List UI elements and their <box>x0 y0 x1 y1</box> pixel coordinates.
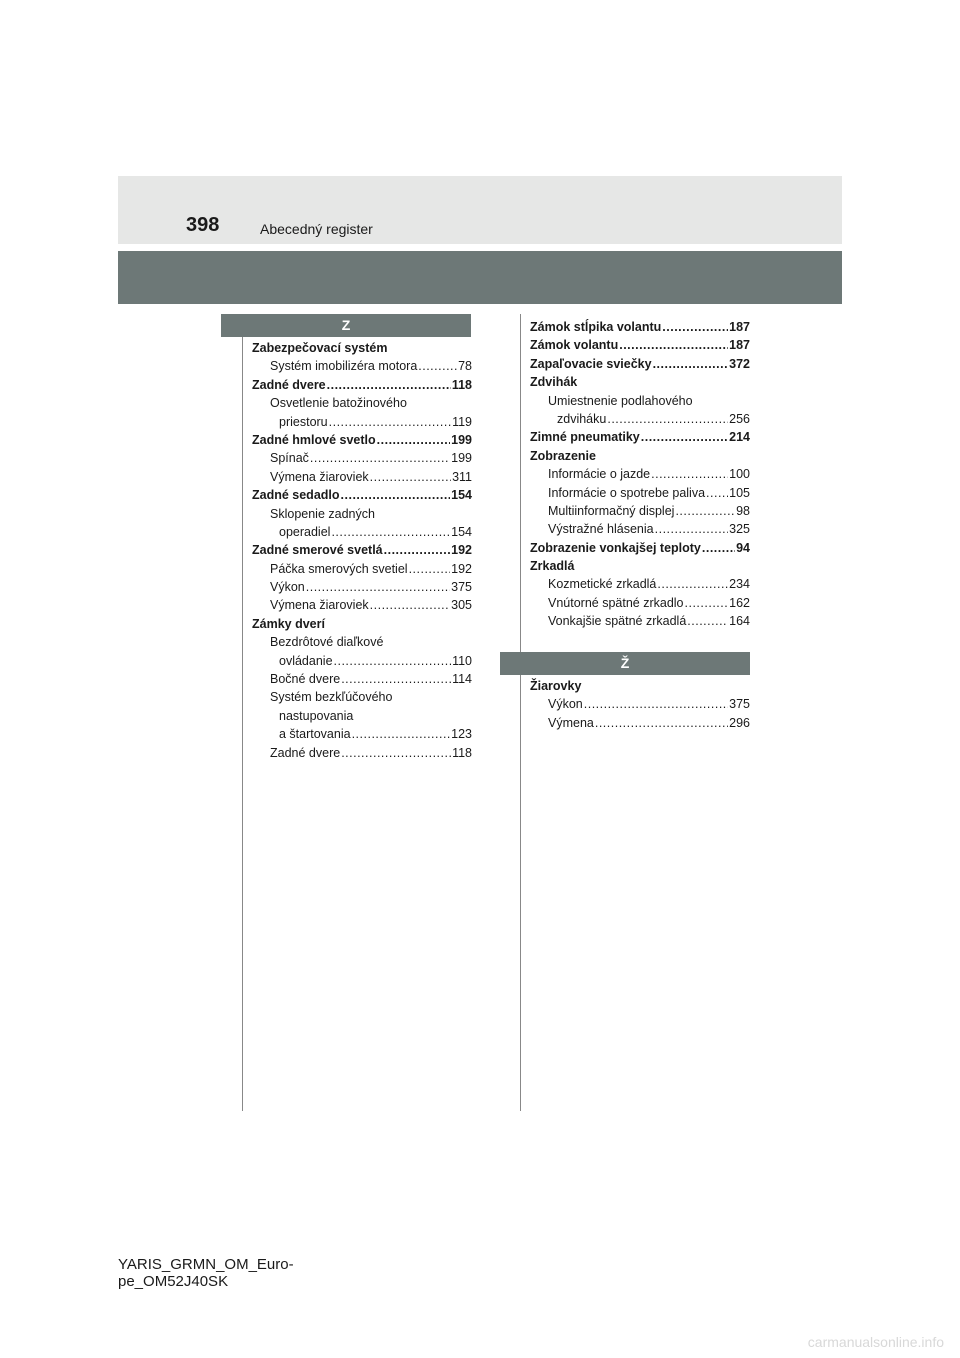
index-entry-text: Zámok volantu <box>530 338 619 353</box>
index-entry-text: priestoru <box>279 414 328 429</box>
index-entry-page: 162 <box>729 595 750 610</box>
index-entry <box>530 447 750 465</box>
dot-leader <box>327 376 451 394</box>
index-entry-page: 187 <box>729 320 750 334</box>
index-entry-text: Systém bezkľúčového <box>270 690 393 705</box>
index-entry <box>252 431 472 449</box>
index-entry <box>530 594 750 612</box>
dot-leader <box>687 612 728 630</box>
index-entry-text: Umiestnenie podlahového <box>548 393 693 408</box>
dot-leader <box>595 714 728 732</box>
index-entry <box>252 394 472 412</box>
index-entry <box>252 652 472 670</box>
index-entry-page: 234 <box>729 577 750 592</box>
index-entry <box>530 575 750 593</box>
index-entry-text: Osvetlenie batožinového <box>270 396 407 411</box>
index-entry-text: Zdvihák <box>530 375 578 390</box>
dot-leader <box>341 744 451 762</box>
header-dark-band <box>118 251 842 304</box>
index-entry-page: 123 <box>451 727 472 742</box>
letter-heading-z: Z <box>221 314 471 337</box>
dot-leader <box>653 355 729 373</box>
index-entry-text: Zadné dvere <box>252 377 326 392</box>
dot-leader <box>352 725 451 743</box>
index-entry <box>252 541 472 559</box>
index-entry-page: 119 <box>452 414 472 429</box>
index-entry-page: 192 <box>451 543 472 558</box>
index-entry <box>530 502 750 520</box>
right-column-rule <box>520 314 521 1111</box>
index-entry-text: Kozmetické zrkadlá <box>548 577 657 592</box>
dot-leader <box>331 523 450 541</box>
index-entry <box>252 688 472 706</box>
index-entry-text: Zadné dvere <box>270 745 341 760</box>
index-entry-text: Bočné dvere <box>270 672 341 687</box>
footer-line-1: YARIS_GRMN_OM_Euro- <box>118 1256 294 1273</box>
index-entry-page: 199 <box>451 451 472 466</box>
index-entry-text: Výmena žiaroviek <box>270 598 369 613</box>
index-entry <box>252 523 472 541</box>
index-entry-text: Výmena žiaroviek <box>270 469 369 484</box>
dot-leader <box>702 539 735 557</box>
index-entry <box>530 410 750 428</box>
header-band <box>118 176 842 244</box>
index-entry-text: Zadné smerové svetlá <box>252 543 383 558</box>
index-entry-page: 154 <box>451 488 472 503</box>
dot-leader <box>619 336 728 354</box>
index-entry <box>252 596 472 614</box>
index-entry <box>530 695 750 713</box>
index-entry-page: 100 <box>729 467 750 482</box>
index-entry <box>252 505 472 523</box>
index-entry-text: Zobrazenie vonkajšej teploty <box>530 540 701 555</box>
dot-leader <box>334 652 452 670</box>
index-entry-page: 118 <box>452 745 472 760</box>
dot-leader <box>370 468 451 486</box>
index-entry <box>530 318 750 336</box>
index-entry <box>252 725 472 743</box>
section-title: Abecedný register <box>260 221 373 237</box>
index-entry-text: Multiinformačný displej <box>548 503 675 518</box>
index-entry-page: 375 <box>729 697 750 712</box>
dot-leader <box>685 594 729 612</box>
index-entry-page: 114 <box>452 672 472 687</box>
dot-leader <box>641 428 728 446</box>
index-entry-page: 187 <box>729 338 750 353</box>
index-entry-text: Zapaľovacie sviečky <box>530 356 652 371</box>
index-entry-text: Systém imobilizéra motora <box>270 359 418 374</box>
index-entry-text: a štartovania <box>279 727 351 742</box>
index-entry-page: 118 <box>451 377 472 392</box>
index-entry <box>530 392 750 410</box>
index-entry-page: 98 <box>736 503 750 518</box>
index-entry-page: 305 <box>451 598 472 613</box>
index-entry-page: 214 <box>729 430 750 445</box>
index-entry-page: 311 <box>452 469 472 484</box>
index-entry-text: Žiarovky <box>530 679 582 693</box>
index-entry-text: Výkon <box>548 697 583 712</box>
index-entry-text: Bezdrôtové diaľkové <box>270 635 384 650</box>
index-entry <box>530 465 750 483</box>
index-column-right-zh <box>530 677 750 732</box>
letter-heading-zh: Ž <box>500 652 750 675</box>
index-entry <box>252 578 472 596</box>
index-entry-text: Zobrazenie <box>530 448 596 463</box>
index-entry-text: Zadné hmlové svetlo <box>252 432 376 447</box>
index-entry <box>530 714 750 732</box>
index-entry-page: 199 <box>451 432 472 447</box>
index-entry-text: Zadné sedadlo <box>252 488 340 503</box>
dot-leader <box>706 484 728 502</box>
index-entry-page: 78 <box>458 359 472 374</box>
index-entry-text: nastupovania <box>279 708 354 723</box>
index-entry <box>252 357 472 375</box>
dot-leader <box>306 578 450 596</box>
index-entry-text: Zámky dverí <box>252 616 325 631</box>
index-entry <box>530 520 750 538</box>
index-entry <box>530 677 750 695</box>
index-entry <box>252 376 472 394</box>
index-entry-page: 164 <box>729 614 750 629</box>
index-entry <box>252 339 472 357</box>
index-entry <box>252 744 472 762</box>
index-entry-text: Zrkadlá <box>530 559 575 574</box>
index-entry-text: Páčka smerových svetiel <box>270 561 408 576</box>
index-entry <box>530 336 750 354</box>
index-entry-page: 375 <box>451 580 472 595</box>
index-entry <box>530 557 750 575</box>
index-entry <box>252 615 472 633</box>
index-entry <box>530 373 750 391</box>
index-entry-text: operadiel <box>279 524 331 539</box>
index-column-right <box>530 318 750 631</box>
index-entry-text: Zimné pneumatiky <box>530 430 640 445</box>
index-entry-page: 105 <box>729 485 750 500</box>
dot-leader <box>310 449 450 467</box>
index-entry <box>252 486 472 504</box>
index-entry-text: Informácie o spotrebe paliva <box>548 485 706 500</box>
dot-leader <box>675 502 735 520</box>
dot-leader <box>657 575 728 593</box>
index-entry <box>252 449 472 467</box>
index-entry <box>530 428 750 446</box>
dot-leader <box>409 560 451 578</box>
watermark: carmanualsonline.info <box>807 1334 944 1350</box>
index-entry-text: Vonkajšie spätné zrkadlá <box>548 614 687 629</box>
left-column-rule <box>242 314 243 1111</box>
index-entry-text: Sklopenie zadných <box>270 506 375 521</box>
dot-leader <box>662 318 728 336</box>
footer-doc-id <box>118 1256 294 1290</box>
dot-leader <box>584 695 728 713</box>
page-number: 398 <box>186 214 220 236</box>
dot-leader <box>341 486 451 504</box>
index-entry-text: Výkon <box>270 580 305 595</box>
dot-leader <box>655 520 729 538</box>
index-entry-page: 325 <box>729 522 750 537</box>
dot-leader <box>377 431 450 449</box>
index-entry <box>530 355 750 373</box>
footer-line-2: pe_OM52J40SK <box>118 1273 229 1290</box>
index-entry <box>252 670 472 688</box>
index-entry-text: ovládanie <box>279 653 333 668</box>
dot-leader <box>651 465 728 483</box>
index-entry-page: 296 <box>729 715 750 730</box>
index-entry-text: Výmena <box>548 715 594 730</box>
dot-leader <box>341 670 451 688</box>
index-entry-page: 110 <box>452 653 472 668</box>
index-entry <box>530 484 750 502</box>
index-entry-text: Vnútorné spätné zrkadlo <box>548 595 684 610</box>
index-entry-text: Výstražné hlásenia <box>548 522 654 537</box>
dot-leader <box>384 541 451 559</box>
index-entry-text: Zabezpečovací systém <box>252 341 388 355</box>
index-entry <box>252 707 472 725</box>
index-entry <box>252 413 472 431</box>
index-entry-page: 192 <box>451 561 472 576</box>
index-entry <box>252 560 472 578</box>
dot-leader <box>607 410 728 428</box>
index-entry-text: Zámok stĺpika volantu <box>530 320 662 334</box>
dot-leader <box>370 596 450 614</box>
index-entry-text: Spínač <box>270 451 309 466</box>
index-entry-page: 154 <box>451 524 472 539</box>
index-entry <box>530 612 750 630</box>
index-column-left <box>252 339 472 762</box>
index-entry-page: 94 <box>736 540 750 555</box>
index-entry-text: Informácie o jazde <box>548 467 651 482</box>
index-entry-text: zdviháku <box>557 411 607 426</box>
index-entry-page: 256 <box>729 411 750 426</box>
dot-leader <box>418 357 457 375</box>
index-entry-page: 372 <box>729 356 750 371</box>
dot-leader <box>329 413 451 431</box>
index-entry <box>252 468 472 486</box>
index-entry <box>530 539 750 557</box>
index-entry <box>252 633 472 651</box>
